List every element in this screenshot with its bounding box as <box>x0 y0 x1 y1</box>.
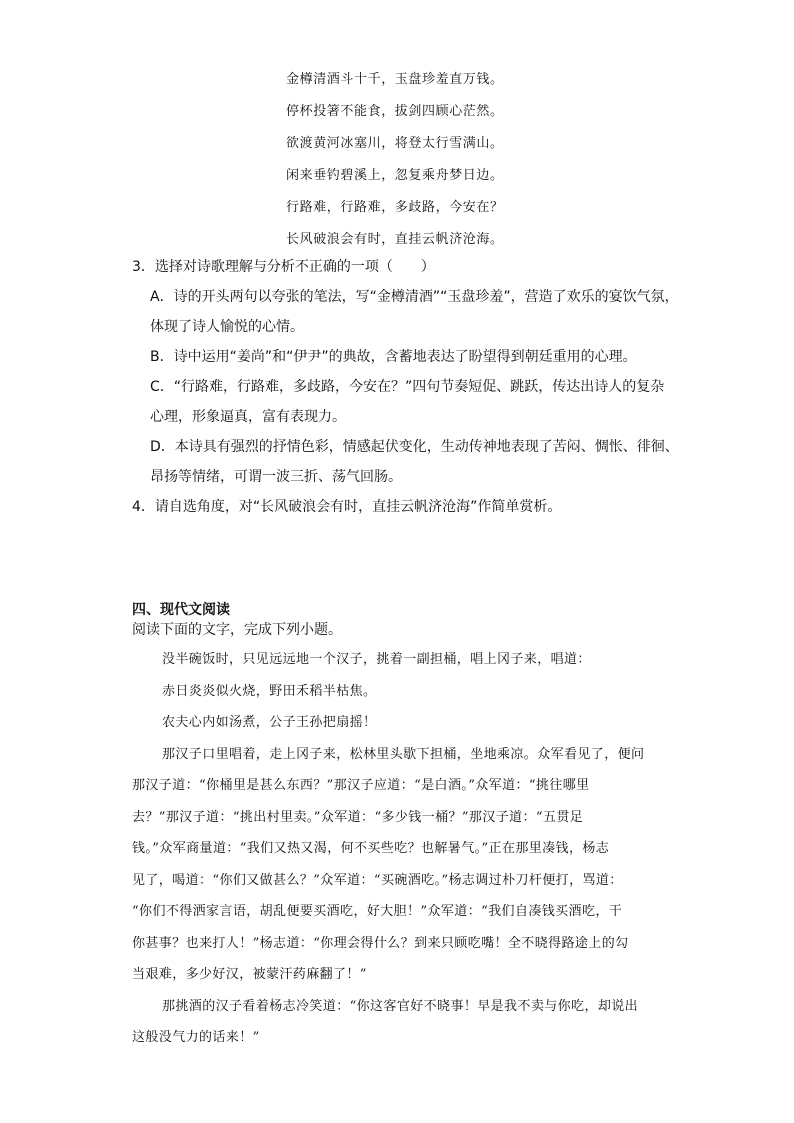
questions-block <box>132 252 679 522</box>
poem-line: 闲来垂钓碧溪上，忽复乘舟梦日边。 <box>286 168 504 183</box>
passage-line: 那挑酒的汉子看着杨志冷笑道：“你这客官好不晓事！早是我不卖与你吃，却说出 <box>162 998 639 1014</box>
question-number: 4． <box>132 499 155 515</box>
option-text: C．“行路难，行路难，多歧路，今安在？”四句节奏短促、跳跃，传达出诗人的复杂 <box>150 379 665 395</box>
option-text: A．诗的开头两句以夸张的笔法，写“金樽清酒”“玉盘珍羞”，营造了欢乐的宴饮气氛， <box>150 289 679 305</box>
question-stem: 请自选角度，对“长风破浪会有时，直挂云帆济沧海”作简单赏析。 <box>154 499 562 515</box>
question-number: 3． <box>132 259 155 275</box>
passage-line: 没半碗饭时，只见远远地一个汉子，挑着一副担桶，唱上冈子来，唱道： <box>162 652 591 667</box>
question-4 <box>132 492 672 522</box>
passage-line: 这般没气力的话来！” <box>132 1030 260 1045</box>
section-instruction: 阅读下面的文字，完成下列小题。 <box>132 622 342 638</box>
option-text-continued: 体现了诗人愉悦的心情。 <box>150 319 304 335</box>
passage-line: 去？”那汉子道：“挑出村里卖。”众军道：“多少钱一桶？”那汉子道：“五贯足 <box>132 809 584 825</box>
question-3 <box>132 252 672 282</box>
passage-line: 钱。”众军商量道：“我们又热又渴，何不买些吃？也解暑气。”正在那里凑钱，杨志 <box>132 841 610 856</box>
option-d <box>132 432 679 492</box>
poem-line: 长风破浪会有时，直挂云帆济沧海。 <box>286 232 504 247</box>
reading-passage <box>132 644 672 1054</box>
passage-line: 那汉子道：“你桶里是甚么东西？”那汉子应道：“是白酒。”众军道：“挑往哪里 <box>132 778 590 793</box>
passage-line: 赤日炎炎似火烧，野田禾稻半枯焦。 <box>162 683 377 699</box>
option-text-continued: 昂扬等情绪，可谓一波三折、荡气回肠。 <box>150 469 402 485</box>
passage-line: 农夫心内如汤煮，公子王孙把扇摇！ <box>162 715 377 730</box>
passage-line: 你甚事？也来打人！”杨志道：“你理会得什么？到来只顾吃嘴！全不晓得路途上的勾 <box>132 935 629 951</box>
passage-line: 那汉子口里唱着，走上冈子来，松林里头歇下担桶，坐地乘凉。众军看见了，便问 <box>162 746 645 762</box>
poem-block <box>286 64 616 256</box>
section-title: 四、现代文阅读 <box>132 602 230 618</box>
option-b <box>132 342 672 372</box>
poem-line: 行路难，行路难，多歧路，今安在？ <box>286 200 504 215</box>
option-text-continued: 心理，形象逼真，富有表现力。 <box>150 409 346 425</box>
option-text: D．本诗具有强烈的抒情色彩，情感起伏变化，生动传神地表现了苦闷、惆怅、徘徊、 <box>150 439 679 455</box>
passage-line: 当艰难，多少好汉，被蒙汗药麻翻了！” <box>132 967 367 982</box>
question-stem: 选择对诗歌理解与分析不正确的一项（ ） <box>154 259 435 275</box>
poem-line: 停杯投箸不能食，拔剑四顾心茫然。 <box>286 104 504 119</box>
poem-line: 欲渡黄河冰塞川，将登太行雪满山。 <box>286 136 504 151</box>
passage-line: 见了，喝道：“你们又做甚么？”众军道：“买碗酒吃。”杨志调过朴刀杆便打，骂道： <box>132 872 623 888</box>
section-header <box>132 600 672 640</box>
option-a <box>132 282 679 342</box>
poem-line: 金樽清酒斗十千，玉盘珍羞直万钱。 <box>286 72 504 87</box>
option-text: B．诗中运用“姜尚”和“伊尹”的典故，含蓄地表达了盼望得到朝廷重用的心理。 <box>150 349 637 365</box>
passage-line: “你们不得洒家言语，胡乱便要买酒吃，好大胆！”众军道：“我们自凑钱买酒吃，干 <box>132 904 623 919</box>
option-c <box>132 372 672 432</box>
